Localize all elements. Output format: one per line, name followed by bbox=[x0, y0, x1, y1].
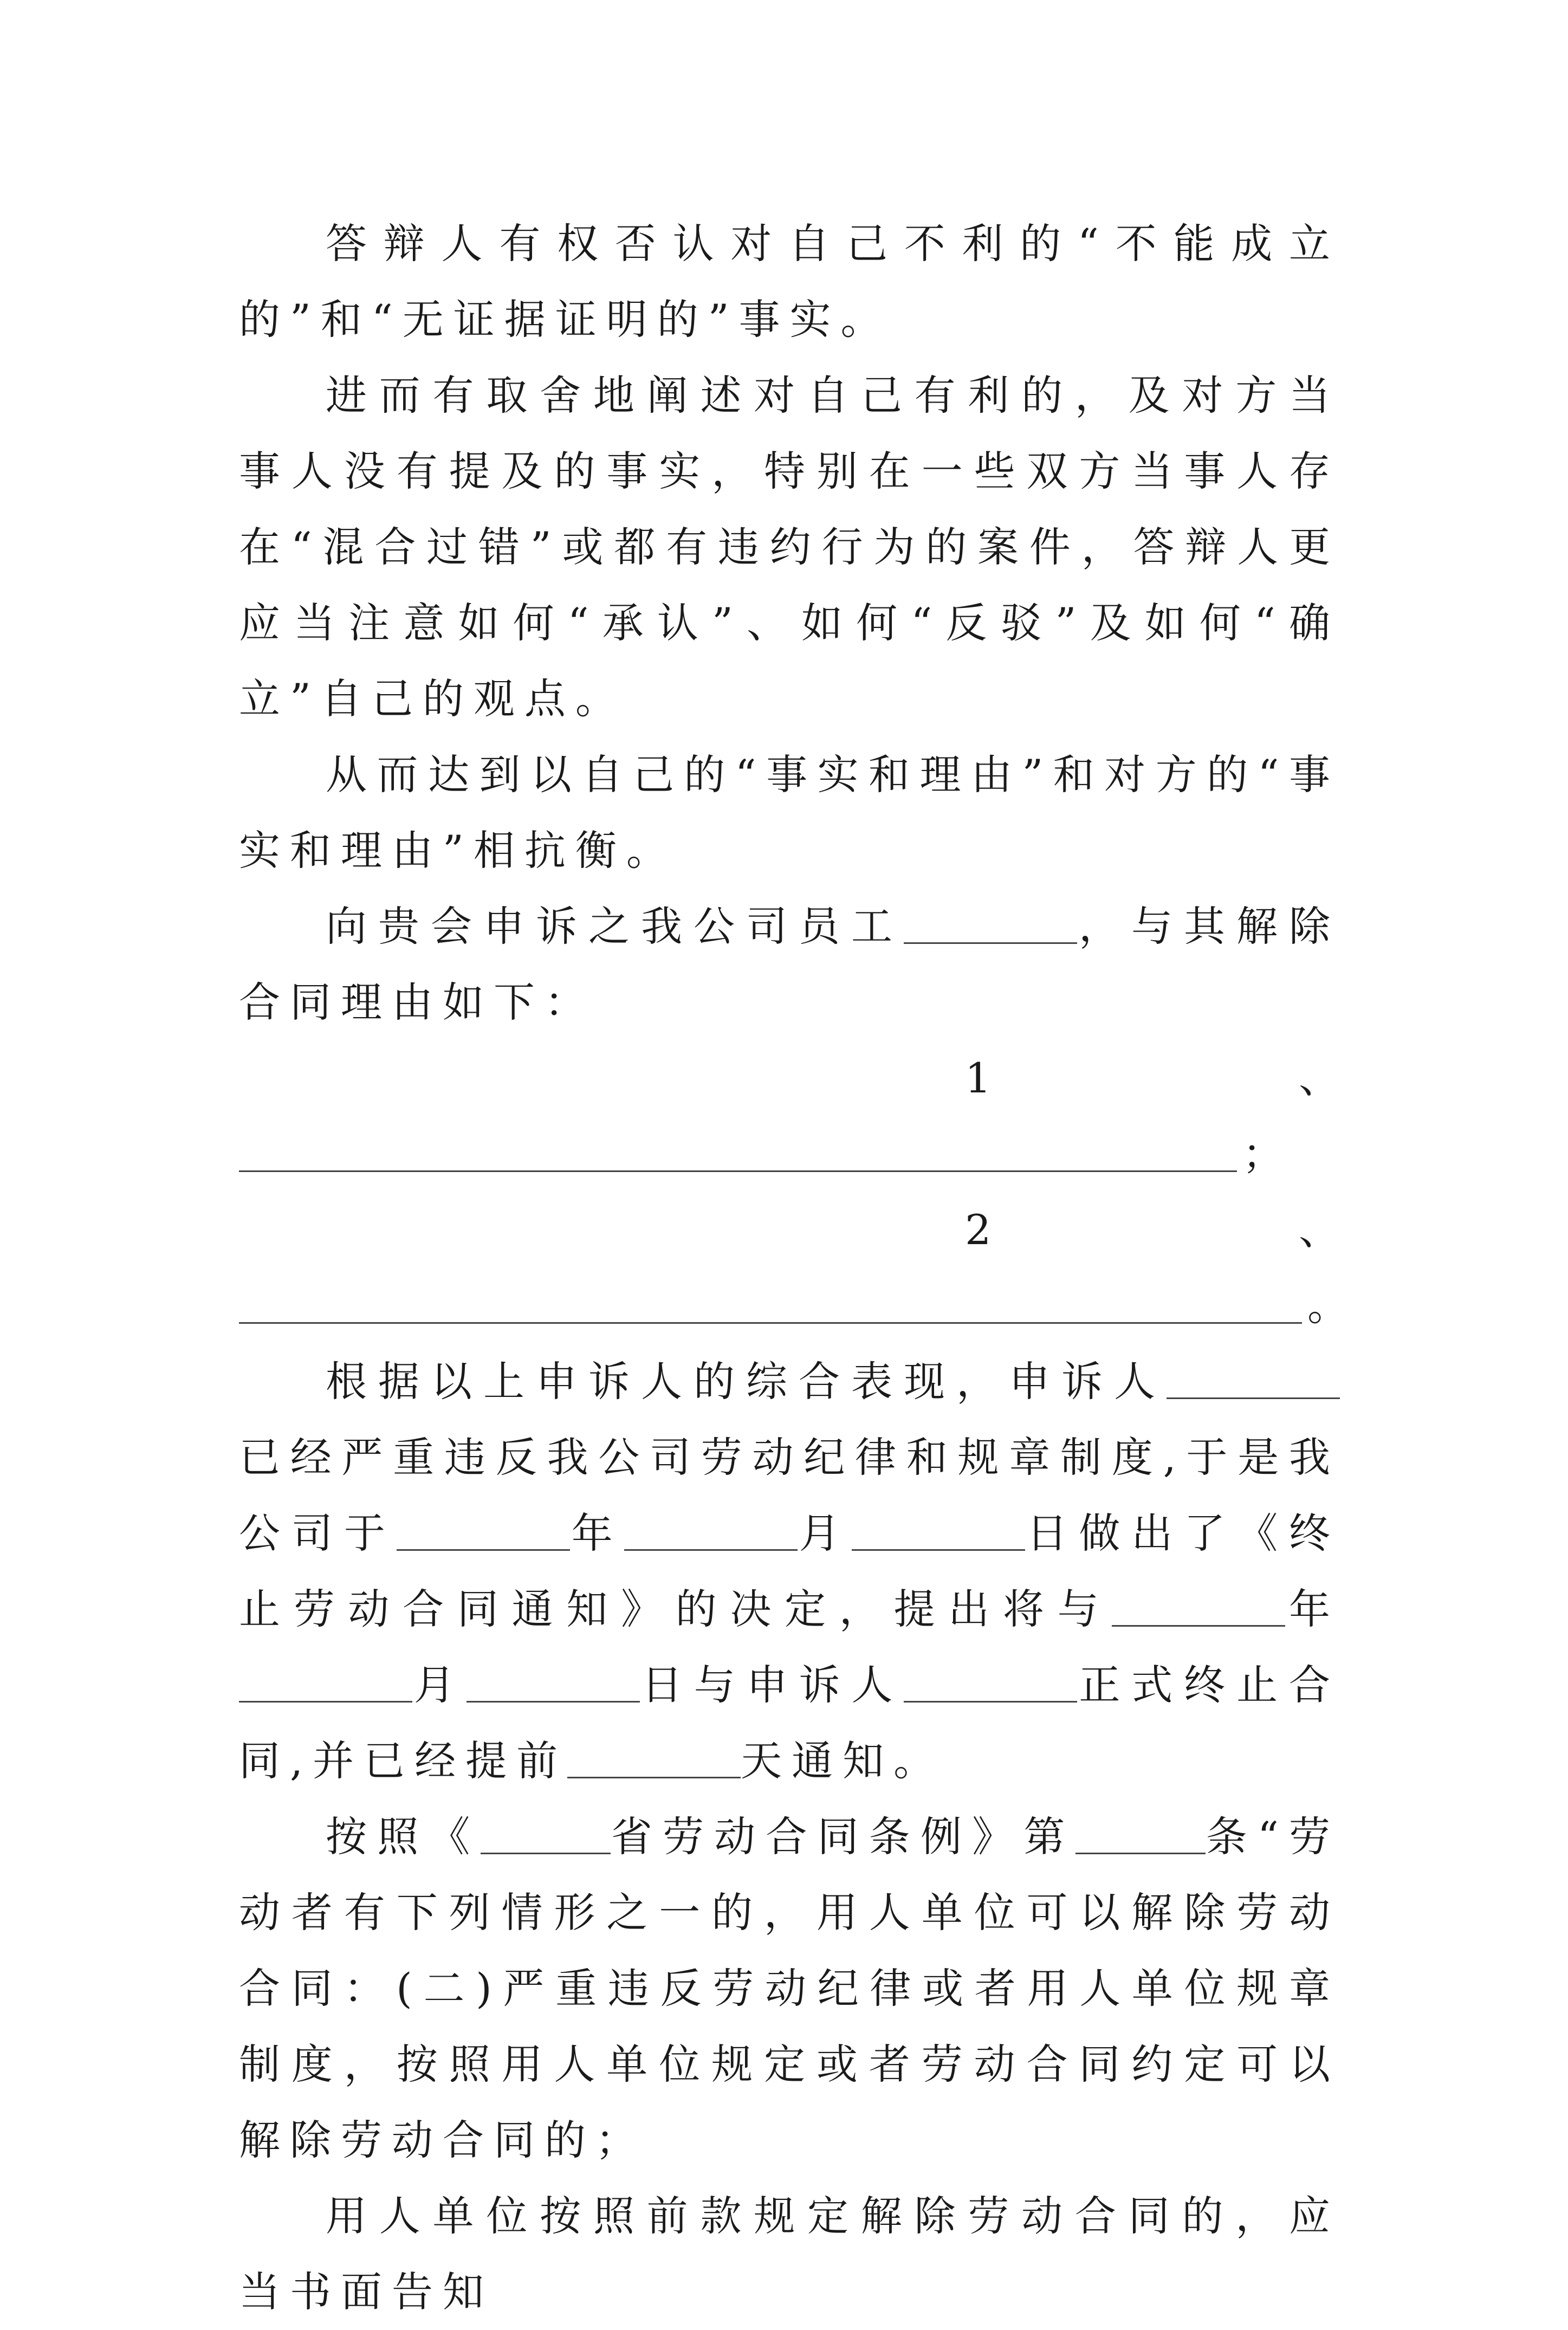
text-segment: 年 bbox=[1285, 1585, 1340, 1633]
paragraph-written-notice: 用人单位按照前款规定解除劳动合同的，应当书面告知 bbox=[239, 2192, 1340, 2316]
reason-item-1-header bbox=[239, 1040, 1340, 1116]
month-blank bbox=[239, 1663, 412, 1703]
reason-item-1-blank-line bbox=[239, 1116, 1340, 1192]
text-segment: 向贵会申诉之我公司员工 bbox=[326, 902, 904, 950]
text-segment: 日做出了《终止劳动合同通知》的决定，提出将与 bbox=[239, 1509, 1340, 1633]
employee-name-blank bbox=[904, 904, 1077, 944]
text-segment: 省劳动合同条例》第 bbox=[610, 1813, 1075, 1861]
item-end-punctuation: ； bbox=[1242, 1130, 1284, 1178]
item-end-punctuation: 。 bbox=[1307, 1282, 1349, 1330]
paragraph-counterbalance: 从而达到以自己的“事实和理由”和对方的“事实和理由”相抗衡。 bbox=[239, 750, 1340, 875]
text-segment: 月 bbox=[797, 1509, 852, 1557]
text-segment: 天通知。 bbox=[741, 1737, 945, 1785]
reason-blank-rule bbox=[239, 1322, 1302, 1324]
paragraph-termination-decision bbox=[239, 1344, 1340, 1799]
text-segment: 根据以上申诉人的综合表现，申诉人 bbox=[326, 1357, 1167, 1406]
text-segment: 条“劳动者有下列情形之一的，用人单位可以解除劳动合同：(二)严重违反劳动纪律或者用人单位规章制度，按照用人单位规定或者劳动合同约定可以解除劳动合同的； bbox=[239, 1813, 1340, 2164]
text-segment: 按照《 bbox=[326, 1813, 481, 1861]
reason-item-2-blank-line bbox=[239, 1268, 1349, 1344]
day-blank bbox=[852, 1511, 1025, 1551]
article-number-blank bbox=[1075, 1815, 1206, 1854]
text-segment: 年 bbox=[569, 1509, 624, 1557]
month-blank bbox=[624, 1511, 798, 1551]
text-segment: 正式终止合同,并已经提前 bbox=[239, 1661, 1340, 1785]
item-number: 2 bbox=[965, 1206, 992, 1254]
day-blank bbox=[466, 1663, 640, 1703]
document-body bbox=[239, 206, 1349, 2330]
paragraph-deny-facts: 答辩人有权否认对自己不利的“不能成立的”和“无证据证明的”事实。 bbox=[239, 219, 1340, 344]
reason-blank-rule bbox=[239, 1170, 1237, 1172]
text-segment: 已经严重违反我公司劳动纪律和规章制度,于是我公司于 bbox=[239, 1433, 1340, 1557]
text-segment: 日与申诉人 bbox=[639, 1661, 904, 1709]
province-blank bbox=[481, 1815, 611, 1854]
paragraph-legal-basis bbox=[239, 1799, 1340, 2178]
paragraph-state-facts: 进而有取舍地阐述对自己有利的，及对方当事人没有提及的事实，特别在一些双方当事人存在“混合过错”或都有违约行为的案件，答辩人更应当注意如何“承认”、如何“反驳”及如何“确立”自己的观点。 bbox=[239, 371, 1340, 723]
text-segment: 月 bbox=[412, 1661, 466, 1709]
year-blank bbox=[1112, 1587, 1285, 1627]
reason-item-2-header bbox=[239, 1192, 1340, 1268]
notice-days-blank bbox=[567, 1739, 741, 1778]
appellant-name-blank bbox=[1167, 1360, 1340, 1399]
paragraph-termination-reasons bbox=[239, 889, 1340, 1040]
item-number: 1 bbox=[965, 1054, 992, 1102]
appellant-name-blank bbox=[904, 1663, 1077, 1703]
text-segment: ，与其解除合同理由如下： bbox=[239, 902, 1340, 1026]
year-blank bbox=[397, 1511, 570, 1551]
item-separator: 、 bbox=[1299, 1054, 1340, 1102]
item-separator: 、 bbox=[1299, 1206, 1340, 1254]
